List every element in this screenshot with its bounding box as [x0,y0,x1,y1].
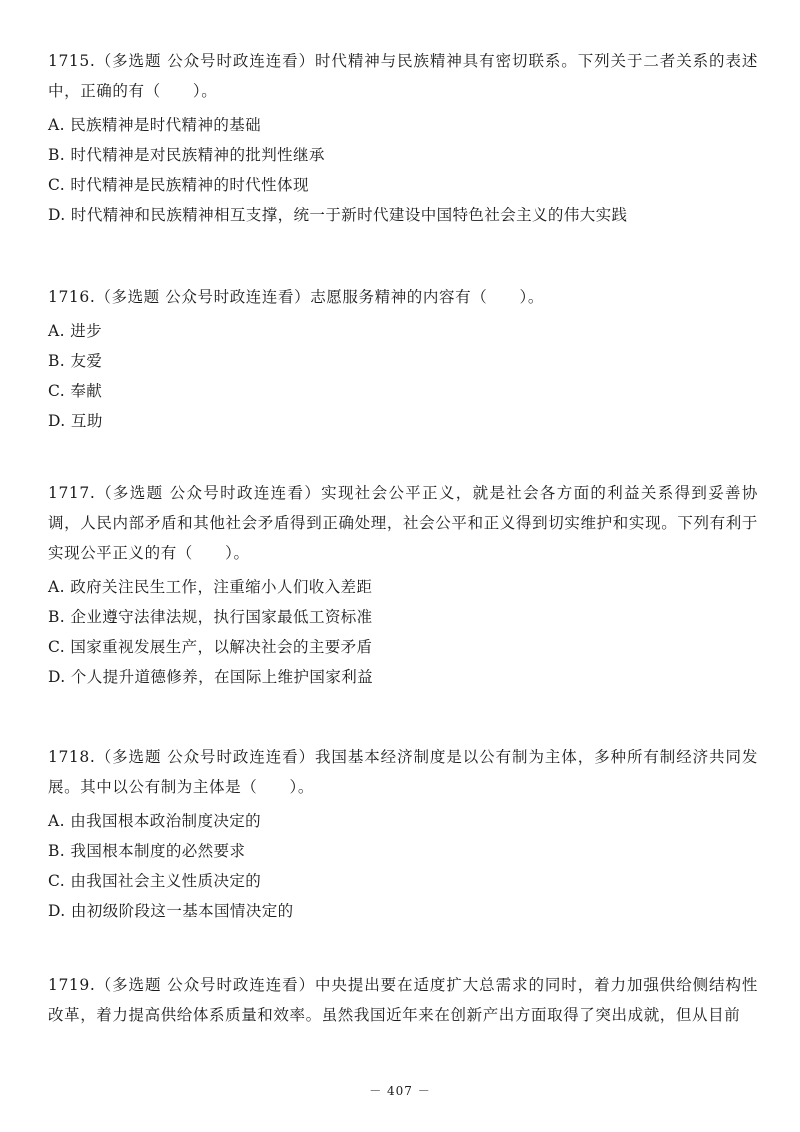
option-d: D. 时代精神和民族精神相互支撑，统一于新时代建设中国特色社会主义的伟大实践 [48,206,628,224]
page-number: － 407 － [369,1084,431,1098]
option-a: A. 民族精神是时代精神的基础 [48,116,262,134]
question-stem: 1717.（多选题 公众号时政连连看）实现社会公平正义，就是社会各方面的利益关系得到妥善协调，人民内部矛盾和其他社会矛盾得到正确处理，社会公平和正义得到切实维护和实现。下列有利于实现公平正义的有（ ）。 [48,484,758,562]
question-1715 [48,46,758,230]
option-b: B. 我国根本制度的必然要求 [48,842,246,860]
option-d: D. 个人提升道德修养，在国际上维护国家利益 [48,668,374,686]
option-a: A. 进步 [48,322,103,340]
question-1718 [48,742,758,926]
option-a: A. 由我国根本政治制度决定的 [48,812,262,830]
option-c: C. 国家重视发展生产，以解决社会的主要矛盾 [48,638,373,656]
option-b: B. 友爱 [48,352,103,370]
option-a: A. 政府关注民生工作，注重缩小人们收入差距 [48,578,373,596]
option-b: B. 时代精神是对民族精神的批判性继承 [48,146,325,164]
question-stem: 1716.（多选题 公众号时政连连看）志愿服务精神的内容有（ ）。 [48,288,544,306]
option-c: C. 时代精神是民族精神的时代性体现 [48,176,309,194]
question-stem: 1718.（多选题 公众号时政连连看）我国基本经济制度是以公有制为主体，多种所有制经济共同发展。其中以公有制为主体是（ ）。 [48,748,758,796]
question-1719 [48,970,758,1034]
question-stem: 1715.（多选题 公众号时政连连看）时代精神与民族精神具有密切联系。下列关于二者关系的表述中，正确的有（ ）。 [48,52,758,100]
question-stem: 1719.（多选题 公众号时政连连看）中央提出要在适度扩大总需求的同时，着力加强供给侧结构性改革，着力提高供给体系质量和效率。虽然我国近年来在创新产出方面取得了突出成就，但从目前 [48,976,758,1024]
question-1717 [48,478,758,692]
option-b: B. 企业遵守法律法规，执行国家最低工资标准 [48,608,373,626]
option-c: C. 奉献 [48,382,103,400]
option-d: D. 互助 [48,412,103,430]
option-c: C. 由我国社会主义性质决定的 [48,872,262,890]
question-1716 [48,282,758,436]
option-d: D. 由初级阶段这一基本国情决定的 [48,902,294,920]
